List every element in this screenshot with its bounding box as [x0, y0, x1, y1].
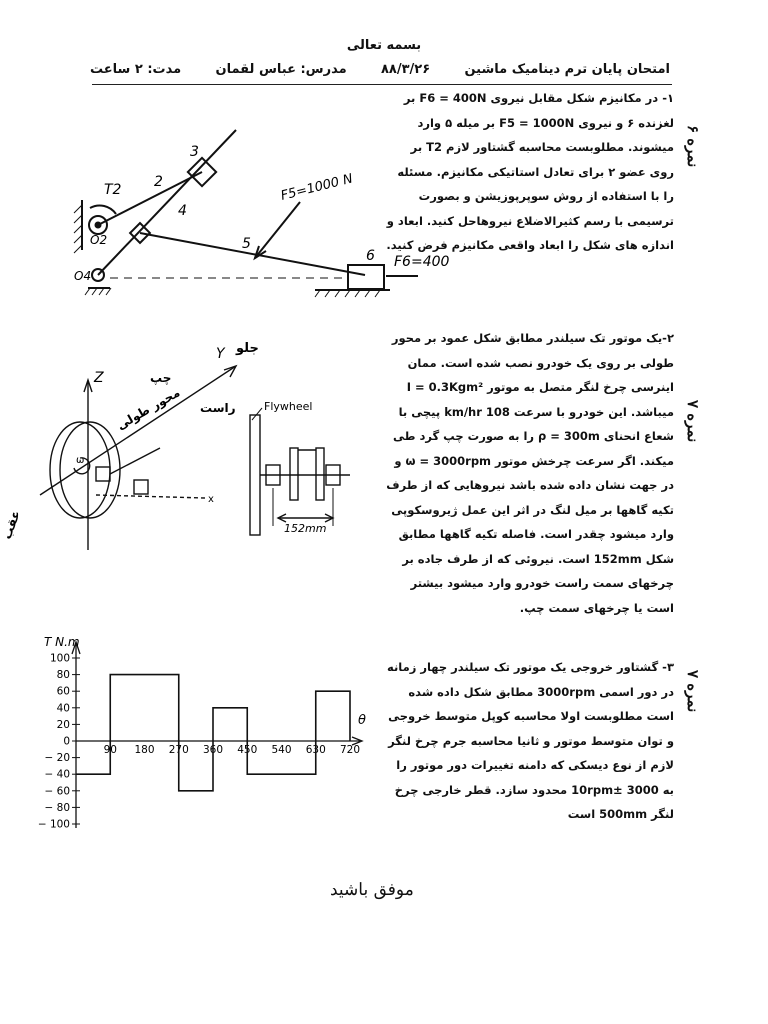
chart-ytick-label: 100 [49, 652, 70, 665]
omega-label: ω [76, 455, 85, 466]
label-link-2: 2 [154, 174, 163, 190]
longitudinal-axis-label: محور طولی [114, 385, 183, 433]
axis-z-label: Z [94, 370, 104, 386]
axis-x-label: x [208, 494, 214, 505]
label-t2: T2 [104, 182, 122, 198]
torque-series-line [76, 675, 350, 791]
chart-xlabel: θ [358, 713, 366, 728]
gyro-figure [0, 330, 380, 570]
label-slider-6: 6 [366, 248, 375, 264]
chart-xtick-label: 720 [339, 744, 361, 756]
chart-ytick-label: − 40 [44, 768, 70, 781]
front-label: جلو [236, 341, 259, 356]
chart-xtick-label: 270 [168, 744, 189, 756]
chart-ytick-label: 80 [56, 669, 70, 682]
label-link-4: 4 [178, 203, 187, 219]
chart-xtick-label: 540 [271, 744, 292, 756]
flywheel-label: Flywheel [264, 400, 313, 413]
torque-chart [20, 630, 370, 840]
chart-xtick-label: 360 [202, 744, 224, 756]
question-1-text: ۱- در مکانیزم شکل مقابل نیروی F6 = 400N بر لغزنده ۶ و نیروی F5 = 1000N بر میله ۵ وارد میشوند. مطلوبست محاسبه گشتاور لازم T2 بر روی عضو ۲ برای تعادل استاتیکی مکانیزم. مسئله را با استفاده از روش سوپرپوزیشن و بصورت ترسیمی با رسم کثیرالاضلاع نیروهاحل کنید. ابعاد و اندازه های شکل را ابعاد واقعی مکانیزم فرض کنید. [386, 91, 674, 252]
axis-y-label: Y [216, 346, 225, 362]
question-2-mark: ۷ نمره [684, 400, 702, 443]
dimension-label: 152mm [284, 522, 327, 535]
rear-label: عقب [0, 508, 23, 542]
chart-ytick-label: 0 [63, 735, 70, 748]
chart-ytick-label: − 100 [37, 818, 70, 831]
chart-ytick-label: − 60 [44, 785, 70, 798]
label-link-3: 3 [190, 144, 199, 160]
instructor: مدرس: عباس لقمان [215, 62, 347, 77]
left-label: چپ [150, 371, 172, 385]
basmala: بسمه تعالی [346, 38, 422, 53]
footer-wish: موفق باشید [330, 880, 414, 900]
label-o4: O4 [74, 269, 92, 283]
right-label: راست [200, 401, 236, 415]
question-1-mark: ۶ نمره [684, 125, 702, 168]
chart-ytick-label: 20 [56, 718, 70, 731]
chart-xtick-label: 450 [237, 744, 258, 756]
exam-header [90, 62, 670, 77]
chart-ytick-label: 40 [56, 702, 70, 715]
question-3-mark: ۷ نمره [684, 670, 702, 713]
chart-ytick-label: − 20 [44, 752, 70, 765]
exam-date: ۸۸/۳/۲۶ [380, 62, 431, 77]
header-divider [92, 84, 672, 85]
mechanism-figure [60, 110, 450, 310]
label-f6: F6=400 [394, 254, 450, 270]
question-2-text: ۲-یک موتور تک سیلندر مطابق شکل عمود بر محور طولی بر روی یک خودرو نصب شده است. ممان اینرسی چرخ لنگر متصل به موتور I = 0.3Kgm² میباشد. این خودرو با سرعت 108 km/hr پیچی با شعاع انحنای ρ = 300m را به صورت چپ گرد طی میکند. اگر سرعت چرخش موتور ω = 3000rpm و در جهت نشان داده شده باشد نیروهایی که از طرف تکیه گاهها بر میل لنگ در اثر این عمل ژیروسکوپی وارد میشود چقدر است. فاصله تکیه گاهها مطابق شکل 152mm است. نیروئی که از طرف جاده بر چرخهای سمت راست خودرو وارد میشود بیشتر است یا چرخهای سمت چپ. [386, 331, 674, 615]
chart-ytick-label: 60 [56, 685, 70, 698]
chart-ylabel: T N.m [44, 635, 80, 649]
label-f5: F5=1000 N [279, 171, 355, 204]
chart-xtick-label: 90 [103, 744, 117, 756]
label-link-5: 5 [242, 236, 251, 252]
chart-xtick-label: 630 [305, 744, 326, 756]
exam-title: امتحان پایان ترم دینامیک ماشین [464, 62, 670, 77]
chart-ytick-label: − 80 [44, 801, 70, 814]
chart-xtick-label: 180 [134, 744, 155, 756]
question-3-text: ۳- گشتاور خروجی یک موتور تک سیلندر چهار زمانه در دور اسمی 3000rpm مطابق شکل داده شده است مطلوبست اولا محاسبه کوپل متوسط خروجی و توان متوسط موتور و ثانیا محاسبه جرم چرخ لنگر لازم از نوع دیسکی که دامنه تغییرات دور موتور را به 3000 ±10rpm محدود سازد. قطر خارجی چرخ لنگر 500mm است [386, 660, 674, 821]
label-o2: O2 [90, 233, 108, 247]
duration: مدت: ۲ ساعت [90, 62, 182, 77]
